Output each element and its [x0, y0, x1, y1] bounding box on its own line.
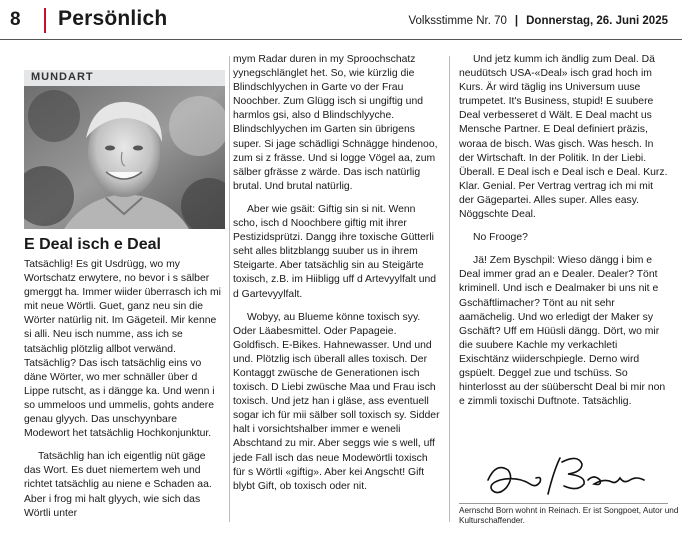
paragraph: mym Radar duren in my Sproochschatz yynegschlänglet het. So, wie kürzlig die Blindschlyychen in Garte vo der Frau Noochber. Zum Glügg isch si ungiftig und harmlos gsi, also d Blindschlyyche. Blindschlyychen im Garten sin übrigens super. Si jage schädligi Schnägge hindenoo, zum si z frässe. Und si logge Vögel aa, zum sälber gfrässe z wärde. Das isch natürlig brutal. Und brutal natürlig. — [233, 54, 438, 192]
paragraph: Jä! Zem Byschpil: Wieso dängg i bim e Deal immer grad an e Dealer. Dealer? Tönt kriminell. Und isch e Dealmaker bi uns nit e Gschäftlimacher? Tönt au nit sehr aamächelig. Und wo erledigt der Maker sy Gschäft? Uff em Hüüsli dängg. Dört, wo mir die suubere Kachle my verkachleti Exischtänz wiiderschpiegle. Derno wird gspüelt. Deggel zue und tschüss. So hinterlosst au der süüberscht Deal bi mir non e zimmli toxischi Duftnote. Tatsächlig. — [459, 255, 666, 408]
paragraph: Und jetz kumm ich ändlig zum Deal. Dä neudütsch USA-«Deal» isch grad hoch im Kurs. Är wird täglig ins Universum uuse trumpetet. It's Business, stupid! E suubere Deal verbesseret d Wält. E Deal macht us Mensche Partner. E Deal definiert präzis, woraa de bisch. Was gisch. Was hesch. In der Wirtschaft. In der Politik. In der Liebi. Überall. E Deal isch e Deal isch e Deal. Kurz. Klar. Genial. Per Vertrag vertrag ich mi mit der Gägepartei. Alles super. Alles easy. Nöggschte Deal. — [459, 54, 668, 221]
paragraph: Tatsächlig han ich eigentlig nüt gäge das Wort. Es duet niemertem weh und richtet tatsächlig au niene e Schaden aa. Aber i frog mi halt glyych, wie sich das Wörtli unter — [24, 451, 212, 519]
header-rule — [0, 39, 682, 40]
section-title: Persönlich — [58, 7, 168, 30]
category-tag: MUNDART — [31, 71, 94, 83]
author-note: Aernschd Born wohnt in Reinach. Er ist Songpoet, Autor und Kulturschaffender. — [459, 506, 679, 526]
paragraph: Tatsächlig! Es git Usdrügg, wo my Wortschatz erwytere, no bevor i s sälber gmerggt ha. Immer wiider überrasch ich mi mit neue Wörtli. Guet, ganz neu sin die Wörter natürlig nit. Im Gägeteil. Mir kenne si alli. Neu isch numme, ass ich se tatsächlig plötzlig allbot verwänd. Tatsächlig? Das isch tatsächlig eins vo däne Wörter, wo mer schnäller über d Lippe rutscht, as i dängge ka. Und wenn i so ummeloos und ummelis, gohts andere genau glyych. Das unschyynbare Modewort het tatsächlig Hochkonjunktur. — [24, 259, 221, 440]
column-divider — [449, 56, 450, 522]
article-headline: E Deal isch e Deal — [24, 236, 161, 253]
author-photo — [24, 86, 225, 229]
paragraph: Aber wie gsäit: Giftig sin si nit. Wenn scho, isch d Noochbere giftig mit ihrer Pestizidsprützi. Dangg ihre toxische Gütterli seht alles blitzblangg suuber us in ihrem Steigarte. Aber tatsächlig sin au Steigärte toxisch, z.B. im Hiibligg uff d Artevyylfalt und d Gartevyylfalt. — [233, 203, 437, 300]
header-divider — [44, 8, 46, 33]
paragraph: No Frooge? — [473, 232, 528, 244]
page-header — [0, 0, 682, 40]
column-divider — [229, 56, 230, 522]
publication-name: Volksstimme Nr. 70 — [408, 15, 507, 27]
paragraph: Wobyy, au Blueme könne toxisch syy. Oder Läabesmittel. Oder Papageie. Goldfisch. E-Bikes. Hahnewasser. Und und und. Plötzlig isch überall alles toxisch. Der Kontaggt zwüsche de Generationen isch toxisch. D Liebi zwüsche Maa und Frau isch toxisch. Und jetz han i gläse, ass eventuell sogar ich für mii sälber soll toxisch sy. Sidder halt i vorsichtshalber immer e weneli Abschtand zu mir. Aber seggs wie s well, uff jede Fall isch das neue Modewörtli toxisch für s Wörtli «giftig». Aber kei Angscht! Gift blybt Gift, ob toxisch oder nit. — [233, 311, 440, 492]
author-note-rule — [459, 503, 668, 504]
article-column-2 — [233, 53, 440, 503]
masthead-separator: | — [514, 15, 519, 27]
article-column-1 — [24, 258, 225, 530]
author-signature — [478, 450, 658, 502]
article-column-3 — [459, 53, 668, 418]
issue-date: Donnerstag, 26. Juni 2025 — [526, 15, 668, 27]
masthead — [408, 15, 668, 27]
page-number: 8 — [10, 9, 21, 30]
